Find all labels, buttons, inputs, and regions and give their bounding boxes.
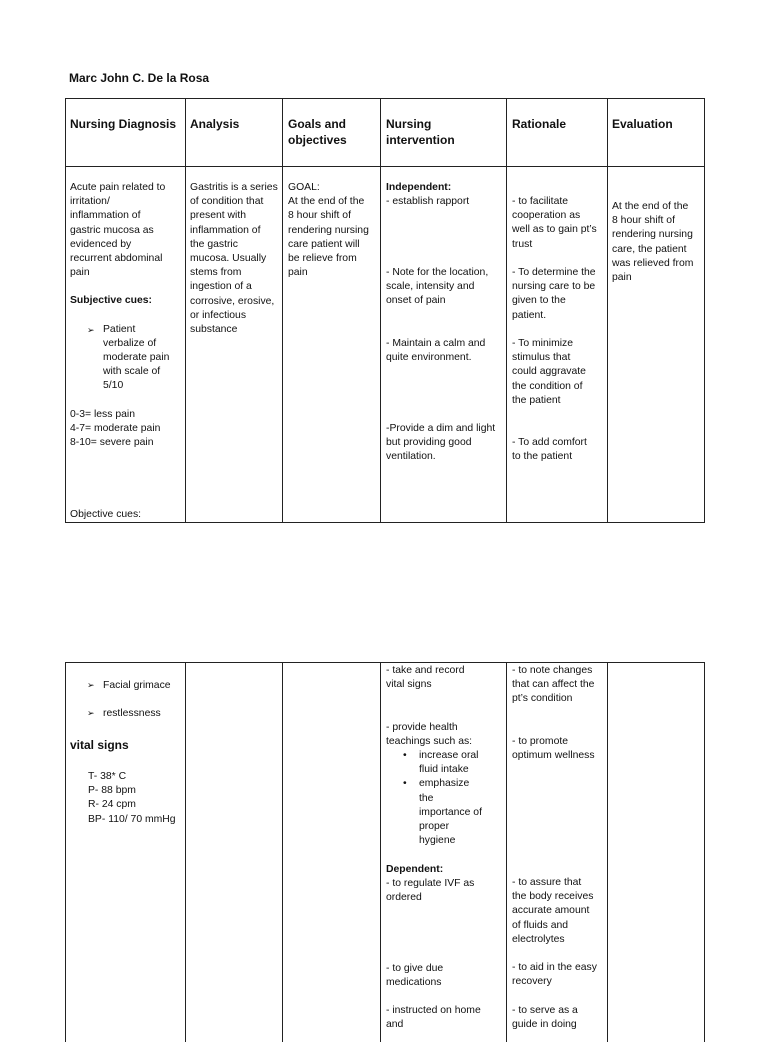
text-line: but providing good bbox=[386, 437, 472, 449]
dependent-label: Dependent: bbox=[386, 864, 444, 875]
text-line: hygiene bbox=[419, 835, 456, 847]
text-line: inflammation of bbox=[190, 224, 261, 236]
column-divider bbox=[185, 99, 186, 522]
intervention-item bbox=[386, 721, 504, 749]
header-rationale: Rationale bbox=[512, 117, 567, 131]
rationale-item bbox=[512, 664, 606, 707]
text-line: At the end of the bbox=[288, 196, 365, 208]
text-line: ingestion of a bbox=[190, 281, 252, 293]
evaluation-text bbox=[612, 200, 704, 285]
text-line: optimum wellness bbox=[512, 750, 595, 762]
independent-label: Independent: bbox=[386, 182, 452, 193]
text-line: mucosa. Usually bbox=[190, 253, 267, 265]
text-line: - Maintain a calm and bbox=[386, 338, 486, 349]
text-line: 5/10 bbox=[103, 380, 124, 392]
subjective-cues-label: Subjective cues: bbox=[70, 295, 153, 307]
text-line: of condition that bbox=[190, 196, 264, 208]
text-line: was relieved from bbox=[612, 257, 694, 269]
header-nursing-intervention: Nursing intervention bbox=[386, 117, 455, 147]
text-line: irritation/ bbox=[70, 196, 110, 208]
text-line: patient. bbox=[512, 309, 547, 321]
text-line: P- 88 bpm bbox=[88, 785, 136, 797]
text-line: importance of bbox=[419, 806, 482, 818]
objective-cue-item: ➢ Facial grimace bbox=[87, 680, 171, 691]
pain-scale-legend bbox=[70, 408, 182, 451]
text-line: - to give due bbox=[386, 963, 444, 974]
text-line: scale, intensity and bbox=[386, 281, 475, 293]
header-divider bbox=[66, 166, 704, 167]
text-line: ordered bbox=[386, 892, 422, 904]
header-evaluation: Evaluation bbox=[612, 117, 673, 131]
text-line: accurate amount bbox=[512, 905, 590, 917]
analysis-text bbox=[190, 181, 282, 337]
text-line: the gastric bbox=[190, 238, 238, 250]
text-line: teachings such as: bbox=[386, 736, 473, 748]
text-line: 4-7= moderate pain bbox=[70, 422, 161, 434]
text-line: care, the patient bbox=[612, 243, 687, 255]
text-line: - To minimize bbox=[512, 338, 574, 349]
text-line: pain bbox=[612, 272, 632, 284]
text-line: 0-3= less pain bbox=[70, 408, 135, 420]
text-line: guide in doing bbox=[512, 1019, 577, 1031]
text-line: corrosive, erosive, bbox=[190, 295, 275, 307]
text-line: onset of pain bbox=[386, 295, 446, 307]
text-line: well as to gain pt’s bbox=[512, 224, 597, 236]
text-line: and bbox=[386, 1019, 404, 1031]
text-line: substance bbox=[190, 324, 238, 336]
text-line: -Provide a dim and light bbox=[386, 423, 496, 434]
column-divider bbox=[607, 663, 608, 1042]
bullet-dot-icon: • bbox=[403, 778, 407, 790]
objective-cue-item: ➢ restlessness bbox=[87, 708, 161, 719]
column-divider bbox=[185, 663, 186, 1042]
text-line: - to promote bbox=[512, 736, 569, 747]
rationale-item bbox=[512, 876, 606, 947]
text-line: increase oral bbox=[419, 750, 479, 761]
text-line: present with bbox=[190, 210, 247, 222]
rationale-item bbox=[512, 337, 606, 408]
text-line: Gastritis is a series bbox=[190, 182, 278, 193]
text-line: verbalize of bbox=[103, 337, 157, 349]
intervention-item bbox=[386, 1004, 504, 1032]
rationale-item bbox=[512, 266, 606, 323]
text-line: rendering nursing bbox=[612, 229, 693, 241]
text-line: - to facilitate bbox=[512, 196, 569, 207]
header-nursing-diagnosis: Nursing Diagnosis bbox=[70, 117, 177, 131]
text-line: with scale of bbox=[103, 366, 161, 378]
text-line: proper bbox=[419, 821, 450, 833]
objective-cues-label: Objective cues: bbox=[70, 509, 142, 520]
text-line: given to the bbox=[512, 295, 566, 307]
text-line: pain bbox=[288, 267, 308, 279]
text-line: emphasize bbox=[419, 778, 470, 790]
text-line: - provide health bbox=[386, 722, 458, 733]
text-line: to the patient bbox=[512, 451, 573, 463]
author-name: Marc John C. De la Rosa bbox=[69, 71, 210, 85]
health-teaching-bullet bbox=[403, 749, 503, 848]
intervention-item bbox=[386, 337, 504, 365]
text-line: cooperation as bbox=[512, 210, 581, 222]
text-line: evidenced by bbox=[70, 238, 132, 250]
intervention-item bbox=[386, 195, 504, 209]
text-line: - to serve as a bbox=[512, 1005, 578, 1016]
intervention-item bbox=[386, 664, 504, 692]
text-line: - to regulate IVF as bbox=[386, 878, 475, 889]
text-line: Acute pain related to bbox=[70, 182, 166, 193]
column-divider bbox=[506, 663, 507, 1042]
intervention-item bbox=[386, 422, 504, 465]
text-line: BP- 110/ 70 mmHg bbox=[88, 813, 176, 825]
text-line: nursing care to be bbox=[512, 281, 596, 293]
text-line: 8 hour shift of bbox=[612, 215, 675, 227]
intervention-item bbox=[386, 266, 504, 309]
text-line: pt’s condition bbox=[512, 693, 573, 705]
text-line: R- 24 cpm bbox=[88, 799, 136, 811]
text-line: the bbox=[419, 792, 434, 804]
text-line: 8-10= severe pain bbox=[70, 437, 154, 449]
text-line: recurrent abdominal bbox=[70, 253, 163, 265]
text-line: recovery bbox=[512, 976, 552, 988]
bullet-dot-icon: • bbox=[403, 750, 407, 761]
text-line: could aggravate bbox=[512, 366, 586, 378]
column-divider bbox=[380, 99, 381, 522]
rationale-item bbox=[512, 195, 606, 252]
text-line: - Note for the location, bbox=[386, 267, 489, 278]
text-line: moderate pain bbox=[103, 352, 170, 364]
text-line: rendering nursing bbox=[288, 224, 369, 236]
text-line: - To add comfort bbox=[512, 437, 587, 448]
text-line: the condition of bbox=[512, 380, 583, 392]
vital-signs-title: vital signs bbox=[70, 738, 129, 752]
column-divider bbox=[282, 663, 283, 1042]
text-line: of fluids and bbox=[512, 919, 569, 931]
text-line: inflammation of bbox=[70, 210, 141, 222]
text-line: GOAL: bbox=[288, 182, 320, 193]
care-plan-table-page-1 bbox=[65, 98, 705, 523]
vital-signs-list bbox=[88, 770, 184, 827]
text-line: the patient bbox=[512, 394, 561, 406]
header-analysis: Analysis bbox=[190, 117, 240, 131]
text-line: trust bbox=[512, 238, 533, 250]
text-line: - to assure that bbox=[512, 877, 582, 888]
rationale-item bbox=[512, 1004, 606, 1032]
text-line: care patient will bbox=[288, 238, 360, 250]
subjective-cue-item bbox=[70, 323, 182, 394]
rationale-item bbox=[512, 436, 606, 464]
goals-text bbox=[288, 181, 378, 280]
text-line: pain bbox=[70, 267, 90, 279]
rationale-item bbox=[512, 961, 606, 989]
column-divider bbox=[506, 99, 507, 522]
intervention-item bbox=[386, 877, 504, 905]
arrow-bullet-icon: ➢ bbox=[87, 708, 95, 718]
text-line: stems from bbox=[190, 267, 242, 279]
arrow-bullet-icon: ➢ bbox=[87, 324, 95, 335]
column-divider bbox=[380, 663, 381, 1042]
header-goals: Goals and objectives bbox=[288, 117, 347, 147]
column-divider bbox=[607, 99, 608, 522]
subjective-cue-text bbox=[103, 323, 179, 394]
text-line: electrolytes bbox=[512, 933, 565, 945]
care-plan-table-page-2 bbox=[65, 662, 705, 1042]
intervention-cell bbox=[386, 181, 504, 209]
text-line: - instructed on home bbox=[386, 1005, 481, 1016]
rationale-item bbox=[512, 735, 606, 763]
diagnosis-cell bbox=[70, 181, 182, 450]
text-line: medications bbox=[386, 977, 442, 989]
text-line: fluid intake bbox=[419, 764, 469, 776]
text-line: - establish rapport bbox=[386, 196, 470, 208]
diagnosis-text bbox=[70, 181, 182, 280]
text-line: Patient bbox=[103, 323, 136, 335]
text-line: T- 38* C bbox=[88, 771, 127, 782]
text-line: that can affect the bbox=[512, 679, 595, 691]
intervention-item bbox=[386, 962, 504, 990]
text-line: 8 hour shift of bbox=[288, 210, 351, 222]
text-line: gastric mucosa as bbox=[70, 224, 154, 236]
text-line: - to note changes bbox=[512, 665, 593, 676]
text-line: - To determine the bbox=[512, 267, 596, 278]
arrow-bullet-icon: ➢ bbox=[87, 680, 95, 690]
text-line: be relieve from bbox=[288, 253, 357, 265]
text-line: stimulus that bbox=[512, 352, 571, 364]
text-line: - take and record bbox=[386, 665, 465, 676]
text-line: or infectious bbox=[190, 309, 247, 321]
text-line: ventilation. bbox=[386, 451, 436, 463]
text-line: - to aid in the easy bbox=[512, 962, 597, 973]
text-line: At the end of the bbox=[612, 201, 689, 212]
text-line: vital signs bbox=[386, 679, 432, 691]
text-line: the body receives bbox=[512, 891, 594, 903]
column-divider bbox=[282, 99, 283, 522]
text-line: quite environment. bbox=[386, 352, 472, 364]
